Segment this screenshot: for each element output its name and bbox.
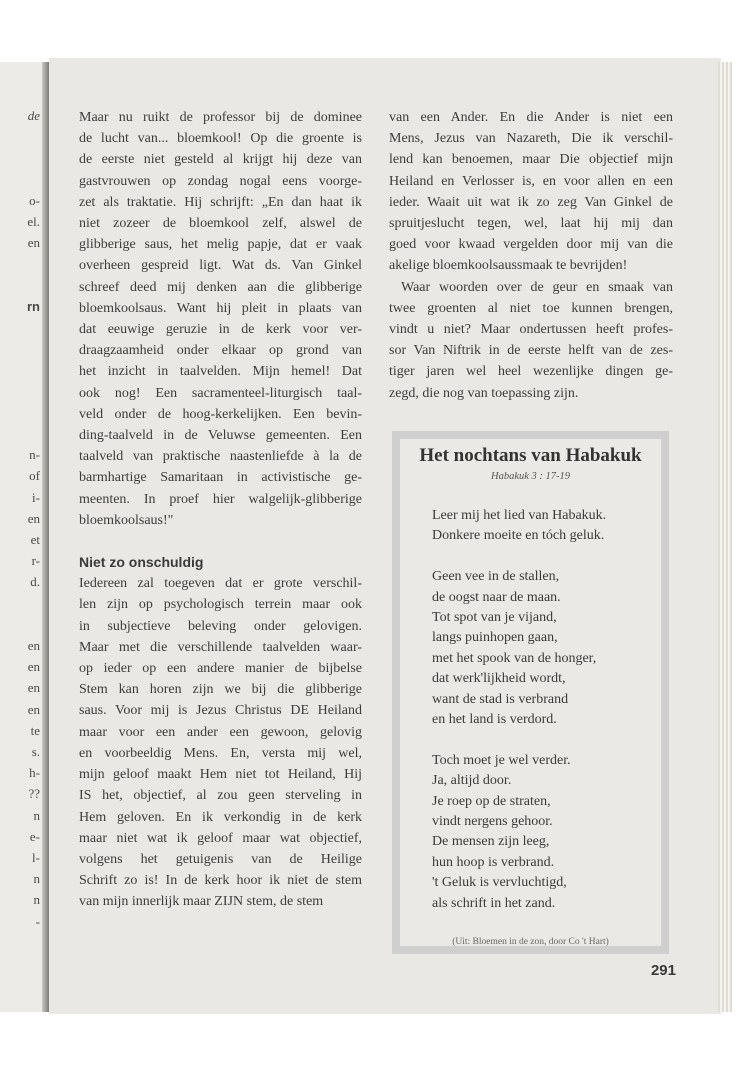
text-line: taalveld van praktische naastenliefde à la de: [79, 449, 362, 465]
left-paragraph-1: [79, 107, 362, 531]
text-line: de lucht van... bloemkool! Op die groente is: [79, 131, 362, 147]
margin-fragment: ??: [28, 786, 40, 802]
text-line: glibberige saus, het melig papje, dat er vaak: [79, 237, 362, 253]
left-paragraph-2: [79, 573, 362, 912]
page-number: 291: [650, 962, 676, 979]
poem-line: De mensen zijn leeg,: [432, 834, 550, 850]
poem-line: langs puinhopen gaan,: [432, 630, 558, 646]
margin-fragment: h-: [29, 765, 40, 781]
margin-fragment: n: [33, 807, 40, 823]
poem-box: [392, 431, 669, 954]
text-line: gastvrouwen op zondag nogal eens voorge-: [79, 173, 362, 189]
text-line: dat eeuwige geruzie in de kerk voor ver-: [79, 322, 362, 338]
right-paragraph-1: [389, 107, 673, 277]
text-line: van mijn innerlijk maar ZIJN stem, de stem: [79, 894, 324, 910]
text-line: schreef deed mij denken aan die glibberige: [79, 279, 362, 295]
text-line: de eerste niet gesteld al krijgt hij deze van: [79, 152, 362, 168]
poem-line: hun hoop is verbrand.: [432, 854, 555, 870]
text-line: overheen gespreid ligt. Wat ds. Van Ginkel: [79, 258, 362, 274]
text-line: maar voor een ander een gewoon, gelovig: [79, 724, 362, 740]
poem-line: Tot spot van je vijand,: [432, 610, 557, 626]
poem-stanza: [432, 751, 657, 914]
text-line: Hem geloven. En ik verkondig in de kerk: [79, 809, 362, 825]
text-line: twee groenten al niet toe kunnen brengen,: [389, 300, 673, 316]
text-line: op ieder op een andere manier de bijbelse: [79, 661, 362, 677]
text-line: ook nog! Een sacramenteel-liturgisch taal-: [79, 385, 362, 401]
text-line: en voorbeeldig Mens. En, versta mij wel,: [79, 745, 362, 761]
left-column: [79, 107, 362, 913]
margin-fragment: of: [29, 468, 40, 484]
book-gutter: [42, 62, 49, 1012]
margin-fragment: i-: [32, 489, 40, 505]
text-line: volgens het getuigenis van de Heilige: [79, 851, 362, 867]
text-line: bloemkoolsaus!": [79, 512, 174, 528]
margin-fragment: e-: [29, 828, 40, 844]
margin-fragment: r-: [31, 553, 40, 569]
margin-fragment: en: [27, 659, 40, 675]
right-paragraph-2: [389, 277, 673, 404]
poem-line: Ja, altijd door.: [432, 773, 512, 789]
poem-line: met het spook van de honger,: [432, 650, 597, 666]
poem-line: Geen vee in de stallen,: [432, 569, 560, 585]
text-line: Schrift zo is! In de kerk hoor ik niet de stem: [79, 873, 362, 889]
margin-fragment: en: [27, 638, 40, 653]
text-line: saus. Voor mij is Jezus Christus DE Heiland: [79, 703, 362, 719]
margin-fragment: d.: [30, 574, 40, 590]
margin-fragment: en: [27, 680, 40, 696]
text-line: zegd, die nog van toepassing zijn.: [389, 385, 579, 401]
margin-fragment: en: [27, 510, 40, 526]
text-line: draagzaamheid onder elkaar op grond van: [79, 343, 362, 359]
section-heading: Niet zo onschuldig: [79, 554, 204, 571]
poem-credit: (Uit: Bloemen in de zon, door Co 't Hart): [452, 937, 609, 947]
margin-fragment: n: [33, 871, 40, 887]
text-line: het inzicht in taalvelden. Mijn hemel! Dat: [79, 364, 362, 380]
poem-stanza: [432, 567, 657, 730]
text-line: zet als traktatie. Hij schrijft: „En dan haat ik: [79, 194, 362, 210]
poem-line: Je roep op de straten,: [432, 793, 551, 809]
text-line: ieder. Waait uit wat ik zo zeg Van Ginkel de: [389, 194, 673, 210]
margin-fragment: en: [27, 235, 40, 251]
text-line: IS het, objectief, al zou geen sterveling in: [79, 788, 362, 804]
text-line: akelige bloemkoolsaussmaak te bevrijden!: [389, 258, 628, 274]
margin-fragment: s.: [31, 744, 40, 759]
poem-line: 't Geluk is vervluchtigd,: [432, 875, 567, 891]
text-line: Stem kan horen zijn we bij die glibberige: [79, 682, 362, 698]
text-line: Heiland en Verlosser is, en voor allen en een: [389, 173, 673, 189]
poem-line: Toch moet je wel verder.: [432, 752, 571, 768]
poem-line: want de stad is verbrand: [432, 691, 569, 707]
margin-fragment: de: [27, 108, 40, 123]
poem-stanza: [432, 506, 657, 547]
text-line: barmhartige Samaritaan in activistische ge-: [79, 470, 362, 486]
margin-fragment: el.: [27, 214, 40, 229]
margin-fragment: rn: [27, 298, 40, 314]
poem-line: de oogst naar de maan.: [432, 589, 561, 605]
text-line: mijn geloof maakt Hem niet tot Heiland, Hij: [79, 767, 362, 783]
margin-fragment: -: [35, 913, 40, 929]
text-line: van een Ander. En die Ander is niet een: [389, 110, 673, 125]
margin-fragment: n: [33, 892, 40, 908]
poem-line: dat werk'lijkheid wordt,: [432, 671, 566, 687]
text-line: lend kan benoemen, maar Die objectief mijn: [389, 152, 673, 168]
margin-fragment: et: [30, 532, 40, 547]
right-column: [389, 107, 673, 404]
poem-line: als schrift in het zand.: [432, 895, 556, 911]
poem-line: Leer mij het lied van Habakuk.: [432, 508, 607, 523]
text-line: in subjectieve beleving onder gelovigen.: [79, 618, 362, 634]
margin-fragment: te: [30, 722, 40, 738]
text-line: Mens, Jezus van Nazareth, Die ik verschil-: [389, 131, 673, 147]
poem-reference: Habakuk 3 : 17-19: [490, 471, 571, 482]
text-line: vindt u niet? Maar ondertussen heeft profes-: [389, 322, 673, 338]
text-line: sor Van Niftrik in de eerste helft van de zes-: [389, 343, 673, 359]
text-line: Maar nu ruikt de professor bij de dominee: [79, 110, 362, 125]
text-line: maar niet wat ik geloof maar wat objectief,: [79, 830, 362, 846]
margin-fragment: en: [27, 701, 40, 717]
text-line: spruitjeslucht tegen, wel, laat hij mij dan: [389, 216, 673, 232]
text-line: tiger jaren wel heel wezenlijke dingen ge-: [389, 364, 673, 380]
text-line: ding-taalveld in de Veluwse gemeenten. Een: [79, 428, 362, 444]
text-line: Waar woorden over de geur en smaak van: [401, 279, 673, 295]
margin-fragment: l-: [32, 850, 40, 865]
text-line: niet zozeer de bloemkool zelf, alswel de: [79, 216, 362, 232]
poem-line: vindt nergens gehoor.: [432, 814, 553, 830]
poem-line: Donkere moeite en tóch geluk.: [432, 528, 605, 544]
margin-fragment: o-: [29, 192, 40, 208]
text-line: veld onder de hoog-kerkelijken. Een bevin-: [79, 406, 362, 422]
text-line: bloemkoolsaus. Want hij pleit in plaats van: [79, 300, 362, 316]
poem-body: [432, 506, 657, 934]
poem-line: en het land is verdord.: [432, 712, 557, 728]
text-line: goed voor kwaad vergelden door mij van die: [389, 237, 673, 253]
text-line: Iedereen zal toegeven dat er grote verschil-: [79, 576, 362, 592]
poem-title: Het nochtans van Habakuk: [419, 445, 642, 466]
text-line: meenten. In proef hier walgelijk-glibberige: [79, 491, 362, 507]
text-line: Maar met die verschillende taalvelden waar-: [79, 639, 362, 655]
page-edges: [718, 62, 732, 1012]
text-line: len zijn op psychologisch terrein maar ook: [79, 597, 362, 613]
margin-fragment: n-: [29, 447, 40, 463]
